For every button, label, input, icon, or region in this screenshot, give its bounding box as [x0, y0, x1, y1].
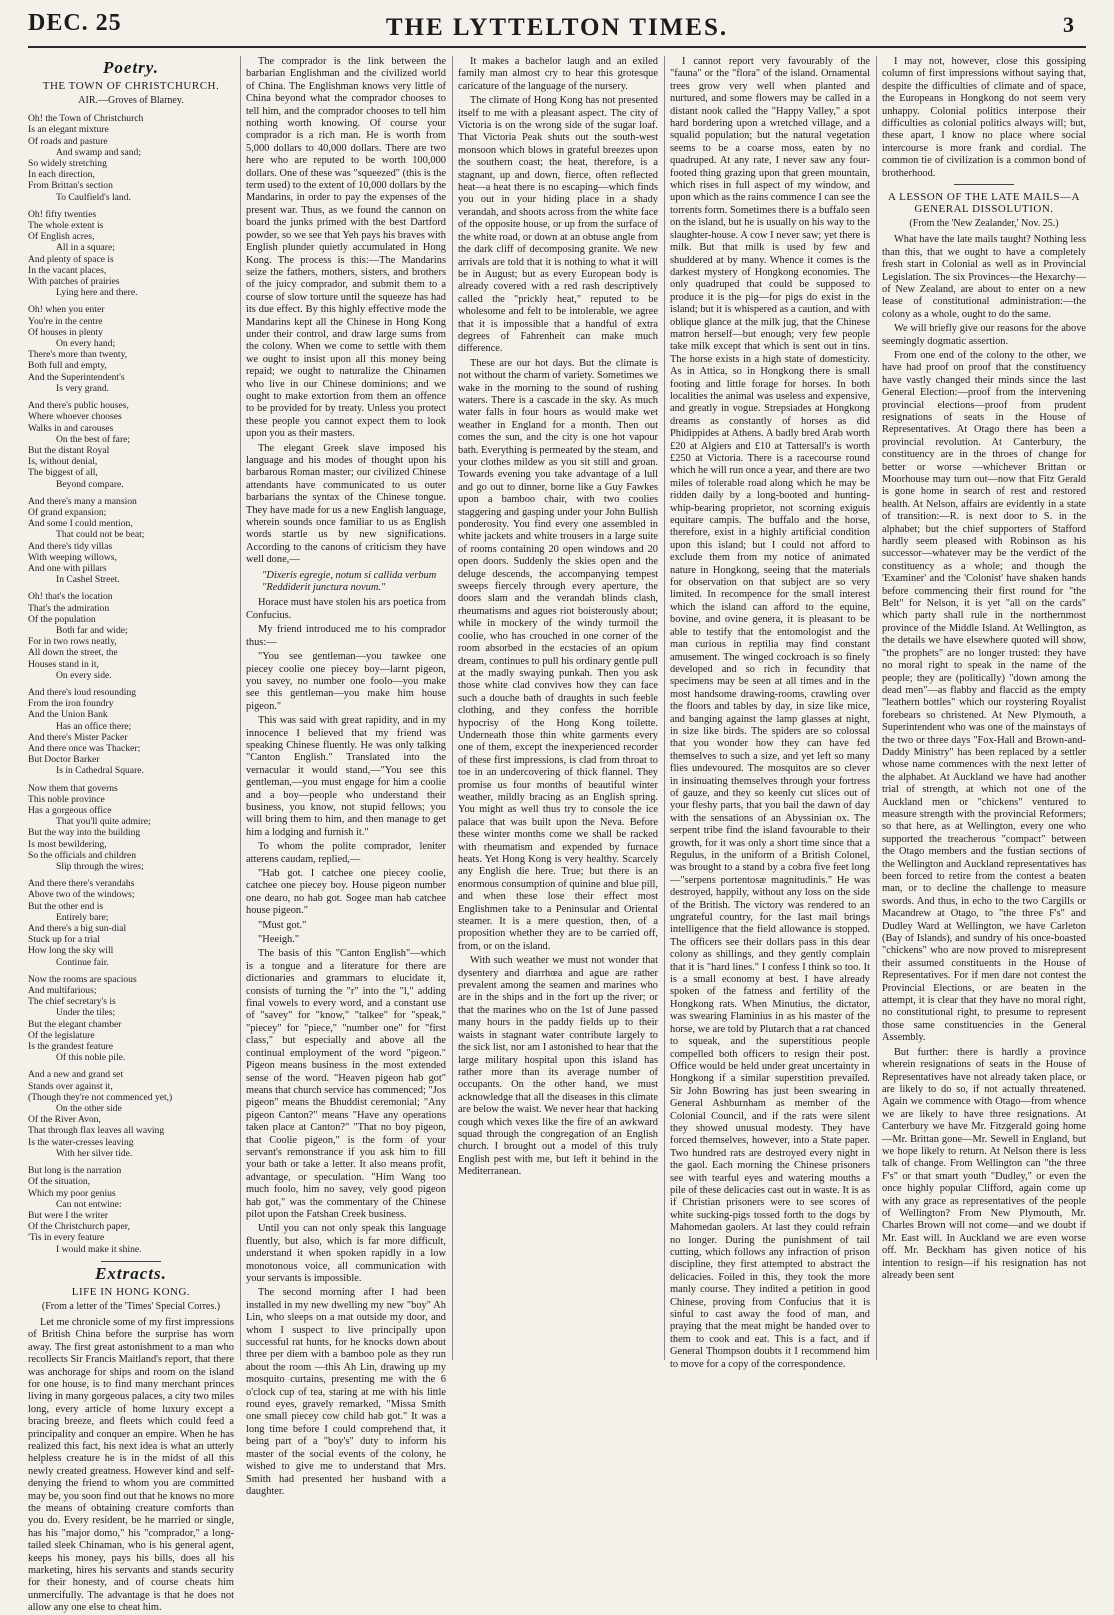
article-source: (From a letter of the 'Times' Special Corres.)	[41, 1300, 221, 1312]
article-text-b	[246, 56, 446, 1498]
poem-stanza: And there's public houses, Where whoever chooses Walks in and carouses On the best of fare; But the distant Royal Is, without denial, The biggest of all, Beyond compare.	[28, 400, 131, 490]
column-4	[670, 56, 870, 1370]
poem-stanza: And a new and grand set Stands over against it, (Though they're not commenced yet,) On the other side Of the River Avon, That through flax leaves all waving Is the water-cresses leaving With her silver tide.	[28, 1069, 173, 1159]
lesson-title: A LESSON OF THE LATE MAILS—A GENERAL DISSOLUTION.	[888, 191, 1080, 216]
poem-stanza: Oh! that's the location That's the admiration Of the population Both far and wide; For in two rows neatly, All down the street, the Houses stand in it, On every side.	[28, 591, 128, 681]
masthead	[0, 0, 1114, 56]
poem-air: AIR.—Groves of Blarney.	[78, 94, 184, 106]
article-paragraph: The climate of Hong Kong has not presented itself to me with a pleasant aspect. The city of Victoria is on the wrong side of the sugar loaf. That Victoria Peak shuts out the south-west monsoon which blows in grateful breezes upon the southern coast; the heat, therefore, is a stagnant, up and down, fierce, often reflected heat—a heat there is no escaping—which finds you out in your hiding place in a shady verandah, and shoots across from the white face of the opposite house, or up from the surface of the white road, or down at an obtuse angle from the dark cliff of decomposing granite. We new arrivals are told that it is nothing to what it will be in August; but as every European body is already covered with a red rash descriptively called the "prickly heat," reputed to be wholesome and felt to be intolerable, we agree that it is impossible that a handful of extra degrees of Fahrenheit can make much difference.	[458, 95, 658, 355]
article-paragraph: "Hab got. I catchee one piecey coolie, catchee one piecey boy. House pigeon number one dearo, no hab got. Sogee man hab catchee house pigeon."	[246, 868, 446, 917]
article-paragraph: I may not, however, close this gossiping column of first impressions without saying that, despite the difficulties of climate and of space, the Europeans in Hongkong do not seem very unhappy. Colonial politics interpose their difficulties as colonial politics always will; but, these apart, I know no place where social intercourse is more frank and cordial. The common tie of civilization is a common bond of brotherhood.	[882, 56, 1086, 179]
article-text-d	[670, 56, 870, 1371]
poem-stanza: Oh! fifty twenties The whole extent is Of English acres, All in a square; And plenty of space is In the vacant places, With patches of prairies Lying here and there.	[28, 208, 138, 299]
poem-stanza: And there there's verandahs Above two of the windows; But the other end is Entirely bare; And there's a big sun-dial Stuck up for a trial How long the sky will Continue fair.	[28, 878, 135, 968]
poem-stanza: And there's loud resounding From the iron foundry And the Union Bank Has an office there; And there's Mister Packer And there once was Thacker; But Doctor Barker Is in Cathedral Square.	[28, 686, 144, 777]
latin-quote: "Dixeris egregie, notum si callida verbum "Reddiderit junctura novum."	[262, 569, 437, 594]
article-text-a	[28, 1317, 234, 1615]
article-paragraph: Horace must have stolen his ars poetica from Confucius.	[246, 597, 446, 621]
poetry-heading: Poetry.	[103, 58, 159, 77]
article-paragraph: It makes a bachelor laugh and an exiled family man almost cry to hear this grotesque caricature of the language of the nursery.	[458, 56, 658, 92]
article-paragraph: Until you can not only speak this language fluently, but also, which is far more difficult, understand it when spoken rapidly in a low monotonous voice, all communication with your servants is impossible.	[246, 1223, 446, 1284]
article-paragraph: With such weather we must not wonder that dysentery and diarrhœa and ague are rather prevalent among the seamen and marines who are in the ships and in the fort up the river; or that the marines who on the 1st of June passed many hours in the paddy fields up to their waists in stagnant water contribute largely to the sick list, nor am I astonished to hear that the large military hospital upon this island has rather more than its average number of occupants. On the other hand, we must acknowledge that all the diseases in this climate are below the waist. We never hear that hacking cough which vexes like the fire of an awkward squad through the congregation of an English church. I brought out a model of this truly English pest with me, but left it behind in the Mediterranean.	[458, 955, 658, 1178]
article-paragraph: My friend introduced me to his comprador thus:—	[246, 624, 446, 648]
lesson-text	[882, 234, 1086, 1282]
article-paragraph: "Heeigh."	[258, 934, 300, 946]
article-paragraph: These are our hot days. But the climate is not without the charm of variety. Sometimes we wake in the morning to the sound of rushing waters. There is a cascade in the sky. As much water falls in four hours as would make wet weather in England for a month. Then out comes the sun, and the city is one hot vapour bath. Everything is permeated by the steam, and your clothes mildew as you sit still and groan. Towards evening you take advantage of a lull and go out to dinner, borne like a Guy Fawkes upon a bamboo chair, with two coolies staggering and gasping under your John Bullish ponderosity. You find every one assembled in white jackets and white trousers in a large suite of rooms containing 20 open windows and 20 open doors. Suddenly the skies open and the deluge descends, the accompanying tempest sweeps fiercely through every aperture, the doors slam and the verandah blinds clash, rheumatisms and agues riot boisterously about; while in mockery of the windy turmoil the coolie, who has crouched in one corner of the room absorbed in the ecstacies of an opium dream, continues to pull his ordinary gentle pull at the madly swaying punkah. Then you ask those white clad convives how they can face such a douche bath of draughts in such feeble clothing, and they confess the horrible hypocrisy of the Hong Kong toilette. Underneath those thin white garments every one of them, except the inexperienced recorder of these first impressions, is clad from throat to toe in an undercovering of thick flannel. They promise us four months of beautiful winter weather, mildly bracing as an English spring. You might as well thus try to console the ice palace that was built upon the Neva. Before these winter months come we shall be racked with rheumatism and expended by furnace heats. Yet Hong Kong is very healthy. Scarcely any English die here. True; but there is an enormous consumption of quinine and blue pill, and when these lose their effect most Englishmen take to a Peninsular and Oriental steamer. It is a mere question, then, of a proposition whether they are to be carried off, from, or on the island.	[458, 357, 658, 952]
article-text-c	[458, 56, 658, 1179]
lesson-paragraph: We will briefly give our reasons for the above seemingly dogmatic assertion.	[882, 323, 1086, 347]
article-paragraph: The second morning after I had been installed in my new dwelling my new "boy" Ah Lin, who sleeps on a mat outside my door, and whom I suspect to live principally upon successful rat hunts, for he knocks down about three per diem with a bamboo pole as they run about the room —this Ah Lin, drawing up my mosquito curtains, presenting me with the 6 o'clock cup of tea, staring at me with his little round eyes, gravely remarked, "Missa Smith one small piecey cow child hab got." It was a long time before I could comprehend that, it being part of a "boy's" duty to inform his master of the social events of the colony, he wished to give me to understand that Mrs. Smith had presented her husband with a daughter.	[246, 1287, 446, 1497]
article-paragraph: "Must got."	[258, 919, 307, 931]
lesson-paragraph: But further: there is hardly a province wherein resignations of seats in the House of Representatives have not already taken place, or are likely to do so, if not actually threatened. Again we commence with Otago—from whence we are likely to have three resignations. At Canterbury we have Mr. Fitzgerald going home—Mr. Brittan gone—Mr. Sewell in England, but we hope likely to return. At Nelson there is less talk of change. From Wellington can "the three F's" or that smart youth "Dudley," or even the once highly popular Clifford, again come up with any grace as representatives of the people of Wellington? From New Plymouth, Mr. Charles Brown will not come—and we doubt if Mr. East will. In Auckland we are even worse off. Mr. Beckham has given notice of his intention to resign—if his resignation has not already been sent	[882, 1046, 1086, 1281]
poem-stanza: Oh! the Town of Christchurch Is an elegant mixture Of roads and pasture And swamp and sand; So widely stretching In each direction, From Brittan's section To Caulfield's land.	[28, 113, 144, 203]
newspaper-title: THE LYTTELTON TIMES.	[385, 14, 729, 41]
lesson-source: (From the 'New Zealander,' Nov. 25.)	[909, 217, 1059, 229]
article-paragraph: The comprador is the link between the barbarian Englishman and the civilized world of China. The Englishman knows very little of China beyond what the comprador chooses to tell him, and the comprador chooses to tell him nothing worth knowing. Of course your comprador is a rich man. He is worth from 5,000 dollars to 40,000 dollars. There are two here who are reputed to be worth 100,000 dollars. One of these was "squeezed" (this is the term used) to the extent of 10,000 dollars by the Mandarins, in order to pay the expenses of the present war. Thus, as we found the cannon on board the junks primed with the best Dartford powder, so we see that Yeh pays his braves with English plunder quietly accumulated in Hong Kong. The process is this:—The Mandarins seize the fathers, mothers, sisters, and brothers of the juicy comprador, and submit them to a course of slow torture until the squeeze has had its due effect. By this highly effective mode the Mandarins kept all the Chinese in Hong Kong under their control, and draw large sums from the colony. When we come to settle with them we ought to insist upon all this money being repaid; we ought to naturalize the Chinamen who live in our Chinese dominions; and we ought to make extortion from them an offence to be provided for by treaty. Unless you protect these people you cannot expect them to look upon you as their masters.	[246, 56, 446, 440]
column-5	[882, 56, 1086, 1360]
column-3	[458, 56, 658, 1360]
column-divider	[664, 56, 665, 1360]
column-divider	[876, 56, 877, 1360]
column-2	[246, 56, 446, 1497]
poem-stanza: But long is the narration Of the situation, Which my poor genius Can not entwine: But were I the writer Of the Christchurch paper, 'Tis in every feature I would make it shine.	[28, 1165, 142, 1255]
poem-stanza: Oh! when you enter You're in the centre Of houses in plenty On every hand; There's more than twenty, Both full and empty, And the Superintendent's Is very grand.	[28, 304, 128, 394]
article-paragraph: To whom the polite comprador, leniter atterens caudam, replied,—	[246, 841, 446, 865]
article-paragraph: The elegant Greek slave imposed his language and his modes of thought upon his barbarous Roman master; our civilized Chinese attendants have communicated to us outer barbarians the syntax of the Chinese tongue. They have made for us a new English language, wherein sounds once familiar to us as English words startle us by new significations. According to the canons of criticism they have well done,—	[246, 442, 446, 566]
column-1	[28, 56, 234, 1614]
poem-body	[28, 113, 234, 1255]
article-text-e	[882, 56, 1086, 180]
extracts-heading: Extracts.	[95, 1263, 167, 1283]
article-paragraph: "You see gentleman—you tawkee one piecey coolie one piecey boy—larnt pigeon, you savey, no number one foolo—you make see this gentleman—you make him house pigeon."	[246, 651, 446, 712]
section-rule	[954, 184, 1014, 185]
poem-stanza: Now them that governs This noble province Has a gorgeous office That you'll quite admire; But the way into the building Is most bewildering, So the officials and children Slip through the wires;	[28, 782, 151, 873]
section-rule	[101, 1261, 161, 1262]
column-divider	[452, 56, 453, 1360]
article-paragraph: This was said with great rapidity, and in my innocence I believed that my friend was speaking Chinese fluently. He was only talking "Canton English." Translated into the vernacular it would stand,—"You see this gentleman,—you must engage for him a coolie and a boy—people who understand their business, you know, not stupid fellows; you will bring them to him, and then manage to get him a lodging and furnish it."	[246, 715, 446, 838]
issue-date: DEC. 25	[28, 10, 122, 36]
page-number: 3	[1063, 12, 1074, 37]
lesson-paragraph: What have the late mails taught? Nothing less than this, that we ought to have a completely fresh start in Colonial as well as in Provincial Legislation. The six Provinces—the Hexarchy—of New Zealand, are about to enter on a new lease of constitutional administration:—the colony as a whole, ought to do the same.	[882, 234, 1086, 320]
poem-stanza: Now the rooms are spacious And multifarious; The chief secretary's is Under the tiles; But the elegant chamber Of the legislature Is the grandest feature Of this noble pile.	[28, 973, 137, 1064]
article-paragraph: I cannot report very favourably of the "fauna" or the "flora" of the island. Ornamental trees grow very well when planted and nurtured, and some flowers may be called in a distant nook called the "Happy Valley," a spot hard bordering upon a wretched village, and a squalid population; but the natural vegetation seems to be a coarse moss, eaten by no quadruped. At any rate, I never saw any four-footed thing grazing upon that green mountain, which rises in full aspect of my window, and upon which as the rains commence I can see the torrents form. Sometimes there is a buffalo seen on the island, but he is usually on his way to the slaughter-house. A cow I never saw; yet there is milk. But that milk is used by few and shuddered at by many. Whence it comes is the darkest mystery of Hongkong economies. The only quadruped that could be supposed to produce it is the pig—for pigs do exist in the island; but it is whispered as a caution, and with oblique glance at the milk jug, that the Chinese matron herself—but enough; very few people take milk except that which is sent out in tins. The horse exists in a high state of domesticity. As in Attica, so in Hongkong there is small footing and little forage for horses. In both localities the animal was useless and expensive, and greatly in vogue. Strepsiades at Hongkong dreams as constantly of horses as did Phidippides at Athens. A badly bred Arab worth £20 at Algiers and £10 at Tattersall's is worth £250 at Victoria. There is a racecourse round which he will run once a year, and there are two miles of tolerable road along which he may be ridden daily by a long-booted and hunting-whip-bearing proprietor, not scorning exiguis equitare campis. The buffalo and the horse, therefore, exist in a highly artificial condition upon this island; but I could not afford to exclude them from my notice of animated nature in Hongkong, seeing that the materials for observation on that subject are so very limited. In recompence for the small interest which the island can afford to the equine, bovine, and ovine genera, it is pleasant to be able to testify that the entomologist and the man curious in reptilia may find constant amusement. The winged cockroach is so finely developed and so rich in fecundity that specimens may be seen at all times and in the most handsome drawing-rooms, crawling over the floors and tables by day, in size like mice, and banging against the lamp glasses at night, in size like birds. The spiders are so colossal that you wonder how they can have fed themselves to such a size, and yet left so many flies undevoured. The mosquitos are so clever in insinuating themselves through your fortress of gauze, and they so keenly cut slices out of your fleshy parts, that you bail the dawn of day with the sensations of an Abyssinian ox. The serpent tribe find the island favourable to their growth, for it was only a short time since that a Regulus, in the uniform of a British Colonel, was brought to a stand by a cobra five feet long—"serpens portentosæ magnitudinis." He was destroyed, happily, without any loss on the side of the British. The victory was rendered to an ungrateful country, for the last mail brings intelligence that the field allowance is stopped. The officers see their dollars pass in this dear colony as shillings, and they gently complain that it is "hard lines." I confess I think so too. It is a small economy at best. I have already spoken of the fatness and fertility of the Hongkong rats. When Minutius, the dictator, was swearing Flaminius in as his master of the horse, we are told by Plutarch that a rat chanced to squeak, and the superstitious people compelled both officers to resign their post. Office would be held under great uncertainty in Hongkong if a similar superstition prevailed. Sir John Bowring has just been swearing in General Ashburnham as member of the Colonial Council, and if the rats were silent they showed unusual modesty. They have forced themselves, however, into a State paper. Two hundred rats are destroyed every night in the gaol. Each morning the Chinese prisoners see with tearful eyes and watering mouths a pile of these delicacies cast out in waste. It is as if Christian prisoners were to see scores of white sucking-pigs tossed forth to the dogs by Mahomedan gaolers. At last they could refrain no longer. During the punishment of tail cutting, which follows any infraction of prison discipline, they first attempted to abstract the delicacies. Foiled in this, they took the more manly course. They indited a petition in good Chinese, proving from Confucius that it is sinful to cast away the food of man, and praying that the meat might be handed over to them to cook and eat. This is a fact, and if General Thompson doubts it I recommend him to move for a copy of the correspondence.	[670, 56, 870, 1370]
article-paragraph: Let me chronicle some of my first impressions of British China before the surprise has worn away. The first great astonishment to a man who recollects Sir Francis Maitland's report, that there was anchorage for ships and room on the island for one house, is to find many merchant princes living in many gorgeous palaces, a city two miles long, every article of home luxury except a bracing breeze, and fleets which could feed a principality and conquer an empire. When he has realized this fact, his next idea is what an utterly helpless creature he is in the midst of all this newly created greatness. However kind and self-denying the friend to whom you are committed may be, you soon find out that he knows no more the means of obtaining creature comforts than you do. Every resident, be he married or single, has his "major domo," his "comprador," a long-tailed sleek Chinaman, who is his general agent, keeps his money, pays his bills, does all his marketing, hires his servants and stands security for their honesty, and of course cheats him unmercifully. The advantage is that he does not allow any one else to cheat him.	[28, 1316, 234, 1614]
column-divider	[240, 56, 241, 1360]
poem-title: THE TOWN OF CHRISTCHURCH.	[42, 80, 220, 93]
masthead-rule	[28, 46, 1086, 48]
poem-stanza: And there's many a mansion Of grand expansion; And some I could mention, That could not be beat; And there's tidy villas With weeping willows, And one with pillars In Cashel Street.	[28, 495, 145, 586]
article-paragraph: The basis of this "Canton English"—which is a tongue and a literature for there are dictionaries and grammars to elucidate it, consists of turning the "r" into the "l," adding final vowels to every word, and a constant use of "savey" for "know," "talkee" for "speak," "piecey" for "piece," "number one" for "first class," but especially and above all the continual employment of the word "pigeon." Pigeon means business in the most extended sense of the word. "Heaven pigeon hab got" means that church service has commenced; "Jos pigeon" means the Bhuddist ceremonial; "Any pigeon Canton?" means "Have any operations taken place at Canton?" "That no boy pigeon, that Coolie pigeon," is the form of your servant's remonstrance if you ask him to fill your bath or take a letter. It also means profit, advantage, or speculation. "Him Wang too much foolo, him no savey, vely good pigeon hab got," was the commentary of the Chinese pilot upon the Fatshan Creek business.	[246, 948, 446, 1220]
article-title: LIFE IN HONG KONG.	[71, 1286, 191, 1299]
lesson-paragraph: From one end of the colony to the other, we have had proof on proof that the constituency have vastly changed their minds since the last General Election:—proof from the intervening provincial elections—proof from prudent resignations of seats in the House of Representatives. At Otago there has been a provincial revolution. At Canterbury, the constituency are in the throes of change for better or worse —whichever Brittan or Moorhouse may turn out—now that Fitz Gerald is gone home in search of rest and restored health. At Nelson, affairs are evidently in a state of transition:—R. is next door to S. in the alphabet; but the chief supporters of Stafford hardly seem pleased with Robinson as his successor—whatever may be the verdict of the constituency as a whole; and though the 'Examiner' and the 'Colonist' have shaken hands before commencing their first round for "the Belt" for Nelson, it is yet "all on the cards" which party shall rule in the northernmost province of the Middle Island. At Wellington, as the details we have elsewhere quoted will show, "the prophets" are no longer trusted: they have no moral right to speak in the name of the people; they are (politically) "down among the dead men"—as flabby and flaccid as the empty "leathern bottles" which our roystering Royalist forebears so christened. At New Plymouth, a Superintendent who was one of the mainstays of the two or three days "Fox-Hall and Brown-and-Daddy Ministry" has been replaced by a settler whose name commences with the next letter of the alphabet. At Auckland we have had another trial of strength, at which not one of the Auckland men or "chickens" ventured to measure strength with the provincial Reformers; so that here, as at Wellington, every one who supported the treacherous "compact" between the Otago members and the fustian sections of the Wellington and Auckland representatives has been forced to retire from the contest a beaten man, or to decline the challenge to measure swords. And thus, in echo to the two Cargills or Macandrew at Otago, to "the three F's" and Dudley Ward at Wellington, we have Carleton (Bay of Islands), and sundry of his once-boasted "chickens" who are now proved to misrepresent their assumed constituents in the House of Representatives. For if men dare not contest the Provincial Elections, or are beaten in the attempt, it is clear that they have no moral right, no constitutional right, to presume to represent those same constituencies in the General Assembly.	[882, 349, 1086, 1044]
